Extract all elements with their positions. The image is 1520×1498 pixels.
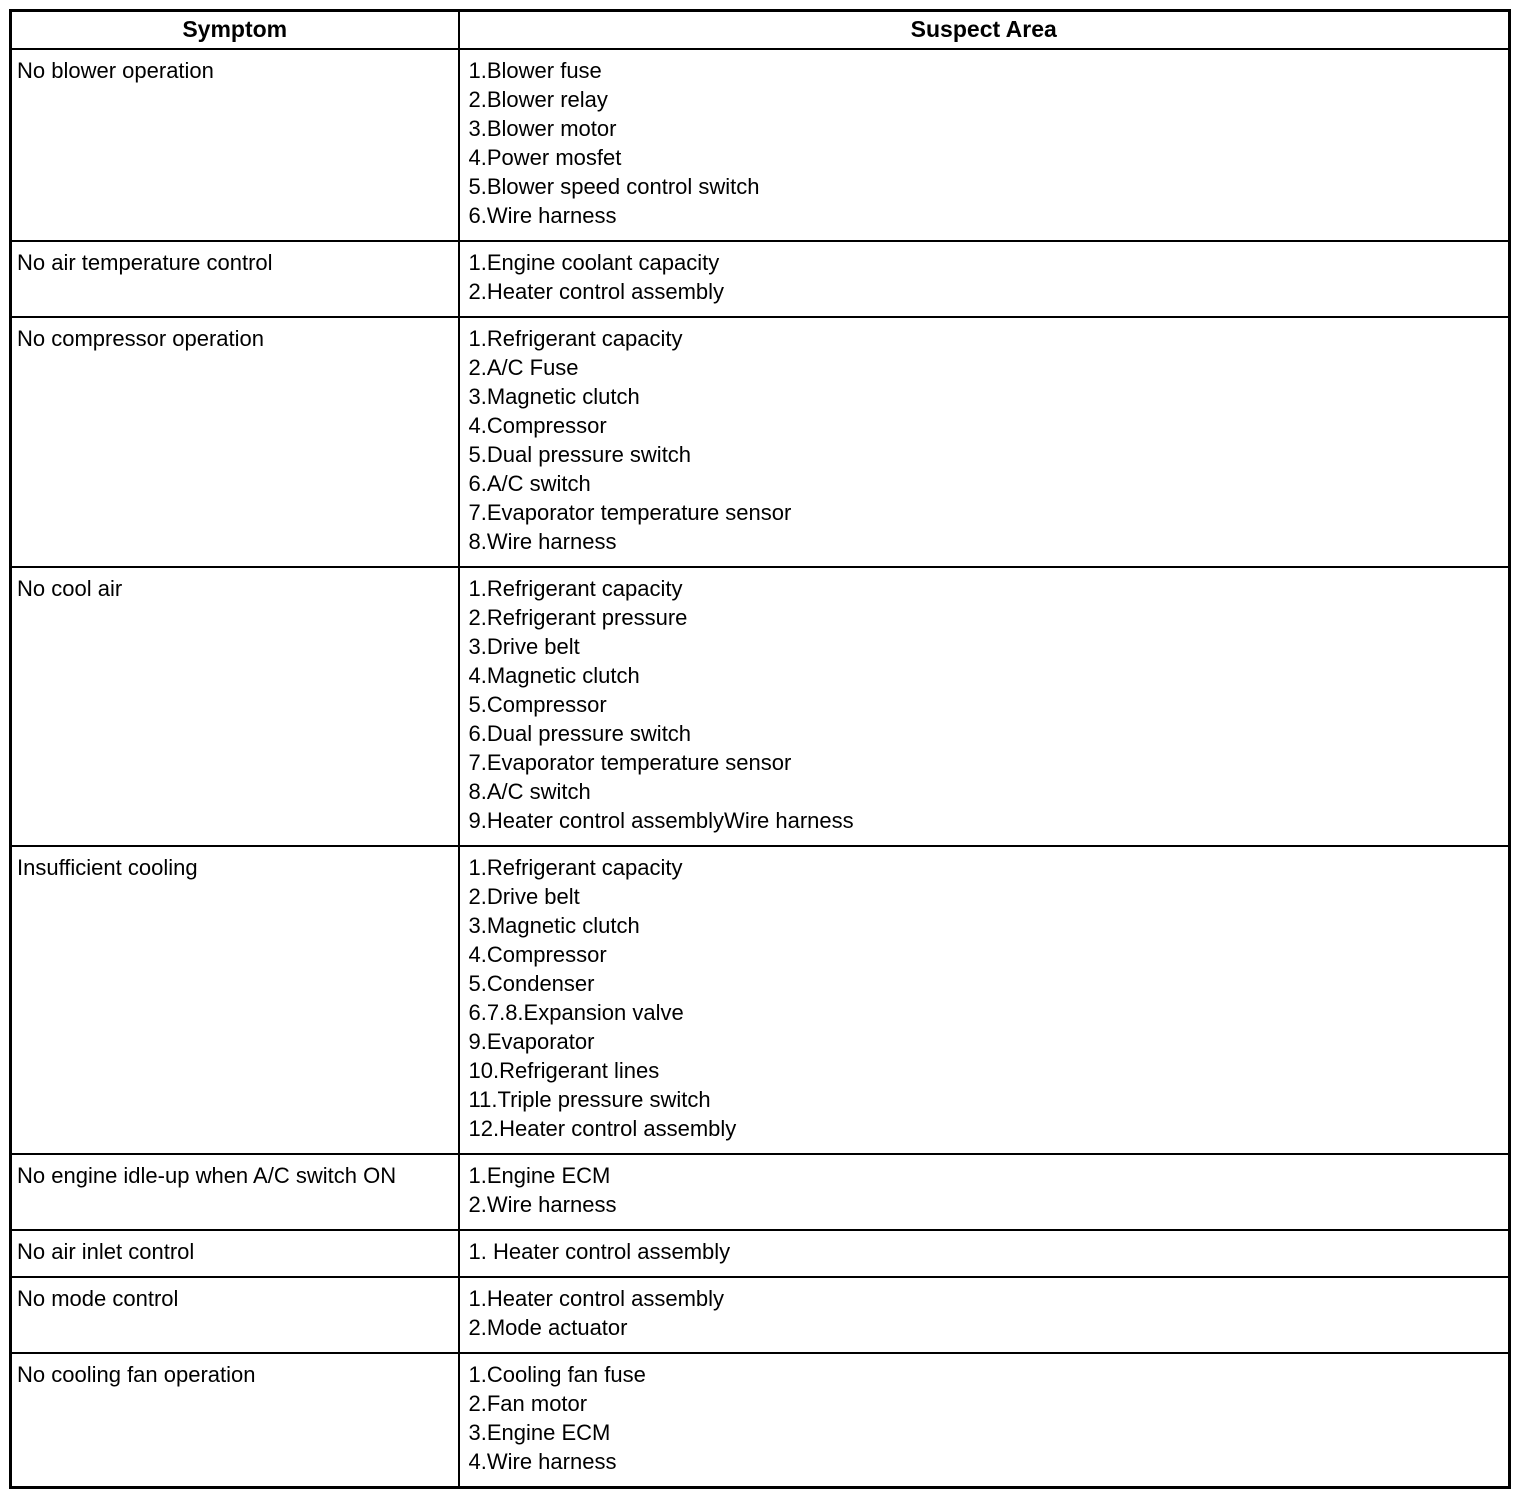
suspect-item: 1.Blower fuse	[468, 58, 602, 83]
suspect-area-column-header: Suspect Area	[459, 11, 1510, 50]
symptom-troubleshooting-table	[9, 9, 1511, 1489]
suspect-area-cell	[459, 49, 1510, 241]
suspect-area-cell	[459, 567, 1510, 846]
suspect-item: 8.Wire harness	[468, 529, 617, 554]
suspect-item: 1.Engine coolant capacity	[468, 250, 720, 275]
table-row	[11, 1277, 1510, 1353]
suspect-item: 5.Blower speed control switch	[468, 174, 760, 199]
suspect-item: 6.Wire harness	[468, 203, 617, 228]
suspect-item: 3.Blower motor	[468, 116, 617, 141]
suspect-item: 2.Fan motor	[468, 1391, 588, 1416]
suspect-area-cell	[459, 1277, 1510, 1353]
suspect-item: 1. Heater control assembly	[468, 1239, 731, 1264]
suspect-item: 2.Mode actuator	[468, 1315, 628, 1340]
suspect-item: 4.Power mosfet	[468, 145, 622, 170]
suspect-item: 5.Compressor	[468, 692, 607, 717]
suspect-item: 1.Heater control assembly	[468, 1286, 725, 1311]
table-row	[11, 1353, 1510, 1488]
suspect-item: 3.Drive belt	[468, 634, 580, 659]
suspect-item: 2.Drive belt	[468, 884, 580, 909]
suspect-item: 4.Compressor	[468, 942, 607, 967]
symptom-cell: No blower operation	[11, 49, 459, 241]
symptom-cell: No air inlet control	[11, 1230, 459, 1277]
table-row	[11, 846, 1510, 1154]
suspect-item: 5.Dual pressure switch	[468, 442, 692, 467]
suspect-item: 3.Magnetic clutch	[468, 913, 640, 938]
symptom-cell: No air temperature control	[11, 241, 459, 317]
table-row	[11, 567, 1510, 846]
suspect-item: 2.Wire harness	[468, 1192, 617, 1217]
symptom-cell: No compressor operation	[11, 317, 459, 567]
suspect-item: 4.Magnetic clutch	[468, 663, 640, 688]
table-row	[11, 241, 1510, 317]
suspect-item: 1.Engine ECM	[468, 1163, 611, 1188]
suspect-item: 4.Compressor	[468, 413, 607, 438]
suspect-item: 1.Refrigerant capacity	[468, 576, 683, 601]
suspect-item: 1.Refrigerant capacity	[468, 326, 683, 351]
suspect-item: 6.7.8.Expansion valve	[468, 1000, 684, 1025]
suspect-item: 10.Refrigerant lines	[468, 1058, 660, 1083]
symptom-cell: Insufficient cooling	[11, 846, 459, 1154]
suspect-item: 7.Evaporator temperature sensor	[468, 750, 792, 775]
table-row	[11, 1154, 1510, 1230]
suspect-item: 6.Dual pressure switch	[468, 721, 692, 746]
suspect-area-cell	[459, 1353, 1510, 1488]
suspect-item: 2.Blower relay	[468, 87, 608, 112]
suspect-item: 9.Evaporator	[468, 1029, 595, 1054]
table-header-row	[11, 11, 1510, 50]
suspect-area-cell	[459, 241, 1510, 317]
suspect-item: 6.A/C switch	[468, 471, 591, 496]
suspect-item: 12.Heater control assembly	[468, 1116, 737, 1141]
suspect-item: 2.Refrigerant pressure	[468, 605, 688, 630]
suspect-area-cell	[459, 1230, 1510, 1277]
suspect-area-cell	[459, 317, 1510, 567]
symptom-cell: No cooling fan operation	[11, 1353, 459, 1488]
suspect-item: 3.Engine ECM	[468, 1420, 611, 1445]
symptom-cell: No mode control	[11, 1277, 459, 1353]
suspect-item: 1.Refrigerant capacity	[468, 855, 683, 880]
suspect-item: 9.Heater control assemblyWire harness	[468, 808, 854, 833]
symptom-cell: No cool air	[11, 567, 459, 846]
suspect-item: 2.Heater control assembly	[468, 279, 725, 304]
symptom-cell: No engine idle-up when A/C switch ON	[11, 1154, 459, 1230]
suspect-item: 7.Evaporator temperature sensor	[468, 500, 792, 525]
suspect-item: 4.Wire harness	[468, 1449, 617, 1474]
table-row	[11, 1230, 1510, 1277]
suspect-item: 5.Condenser	[468, 971, 595, 996]
suspect-item: 8.A/C switch	[468, 779, 591, 804]
table-row	[11, 317, 1510, 567]
suspect-item: 11.Triple pressure switch	[468, 1087, 711, 1112]
suspect-area-cell	[459, 1154, 1510, 1230]
table-row	[11, 49, 1510, 241]
suspect-item: 1.Cooling fan fuse	[468, 1362, 646, 1387]
suspect-item: 2.A/C Fuse	[468, 355, 579, 380]
suspect-item: 3.Magnetic clutch	[468, 384, 640, 409]
suspect-area-cell	[459, 846, 1510, 1154]
symptom-column-header: Symptom	[11, 11, 459, 50]
